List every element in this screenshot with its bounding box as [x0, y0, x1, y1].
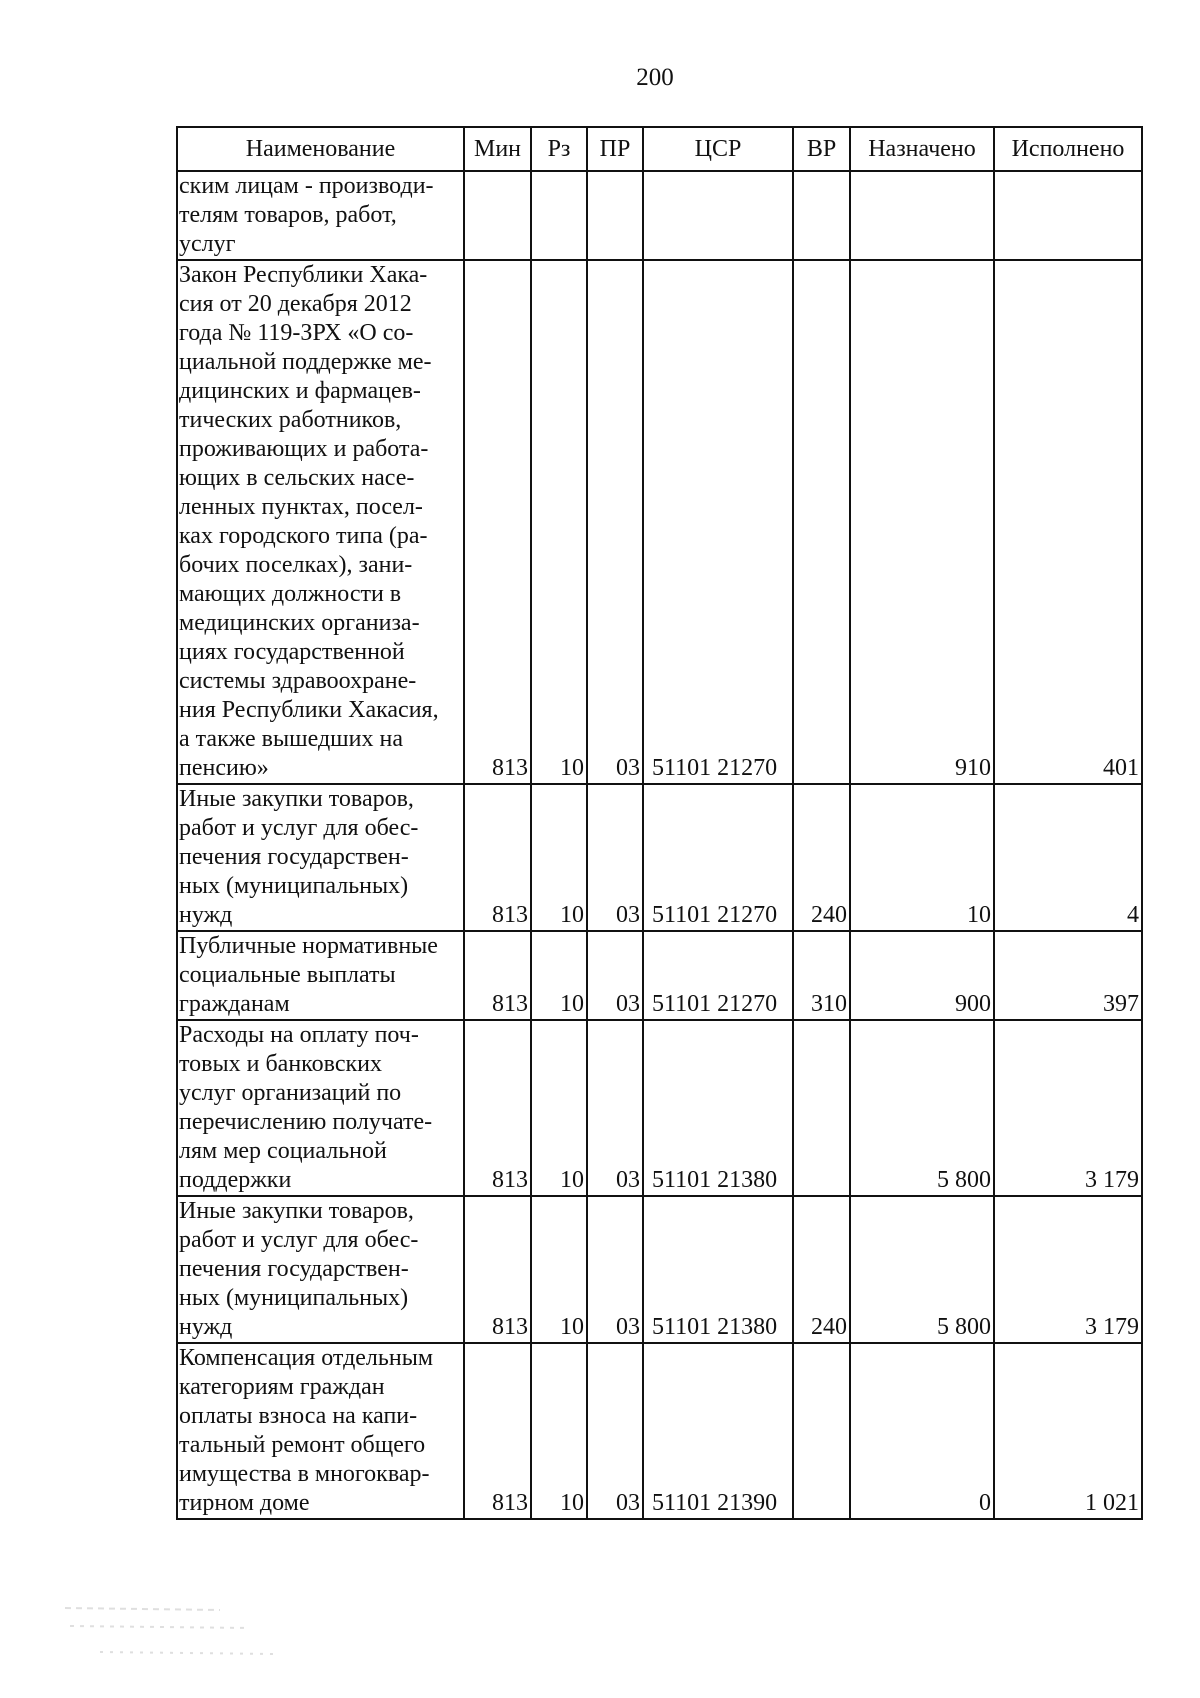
row-csr: 51101 21380: [643, 1196, 793, 1343]
table-row: [177, 171, 1142, 260]
header-min: Мин: [464, 127, 531, 171]
row-min: 813: [464, 931, 531, 1020]
header-pr: ПР: [587, 127, 643, 171]
table-row: [177, 931, 1142, 1020]
row-csr: 51101 21270: [643, 931, 793, 1020]
row-assigned: [850, 171, 994, 260]
row-pr: 03: [587, 931, 643, 1020]
row-assigned: 900: [850, 931, 994, 1020]
row-min: 813: [464, 260, 531, 784]
row-executed: 4: [994, 784, 1142, 931]
row-csr: 51101 21270: [643, 260, 793, 784]
row-vr: 240: [793, 1196, 850, 1343]
row-rz: 10: [531, 260, 587, 784]
row-vr: [793, 260, 850, 784]
row-assigned: 910: [850, 260, 994, 784]
row-csr: 51101 21270: [643, 784, 793, 931]
row-assigned: 5 800: [850, 1020, 994, 1196]
faded-stamp-mark: [60, 1600, 290, 1670]
row-executed: 3 179: [994, 1020, 1142, 1196]
table-row: [177, 1020, 1142, 1196]
row-executed: 1 021: [994, 1343, 1142, 1519]
row-csr: [643, 171, 793, 260]
header-rz: Рз: [531, 127, 587, 171]
table-row: [177, 784, 1142, 931]
row-executed: 401: [994, 260, 1142, 784]
row-min: 813: [464, 1020, 531, 1196]
header-vr: ВР: [793, 127, 850, 171]
header-assigned: Назначено: [850, 127, 994, 171]
row-csr: 51101 21380: [643, 1020, 793, 1196]
row-vr: 240: [793, 784, 850, 931]
table-row: [177, 1196, 1142, 1343]
row-name: Расходы на оплату поч- товых и банковских услуг организаций по перечислению получате- лям мер социальной поддержки: [177, 1020, 464, 1196]
row-assigned: 5 800: [850, 1196, 994, 1343]
row-pr: 03: [587, 1020, 643, 1196]
row-rz: 10: [531, 1196, 587, 1343]
row-min: [464, 171, 531, 260]
row-pr: 03: [587, 1343, 643, 1519]
row-csr: 51101 21390: [643, 1343, 793, 1519]
budget-table: [176, 126, 1143, 1520]
row-vr: [793, 1343, 850, 1519]
row-rz: 10: [531, 931, 587, 1020]
row-name: Иные закупки товаров, работ и услуг для обес- печения государствен- ных (муниципальных) нужд: [177, 1196, 464, 1343]
row-name: Закон Республики Хака- сия от 20 декабря 2012 года № 119-ЗРХ «О со- циальной поддержке ме- дицинских и фармацев- тических работников, проживающих и работа- ющих в сельских насе- ленных пунктах, посел- ках городского типа (ра- бочих поселках), зани- мающих должности в медицинских организа- циях государственной системы здравоохране- ния Республики Хакасия, а также вышедших на пенсию»: [177, 260, 464, 784]
header-name: Наименование: [177, 127, 464, 171]
header-csr: ЦСР: [643, 127, 793, 171]
row-executed: 3 179: [994, 1196, 1142, 1343]
row-executed: [994, 171, 1142, 260]
row-vr: [793, 171, 850, 260]
row-name: Иные закупки товаров, работ и услуг для обес- печения государствен- ных (муниципальных) нужд: [177, 784, 464, 931]
table-header-row: [177, 127, 1142, 171]
row-pr: 03: [587, 260, 643, 784]
row-vr: [793, 1020, 850, 1196]
row-pr: [587, 171, 643, 260]
row-name: Публичные нормативные социальные выплаты гражданам: [177, 931, 464, 1020]
row-min: 813: [464, 784, 531, 931]
row-min: 813: [464, 1196, 531, 1343]
row-name: ским лицам - производи- телям товаров, работ, услуг: [177, 171, 464, 260]
header-executed: Исполнено: [994, 127, 1142, 171]
row-rz: [531, 171, 587, 260]
row-pr: 03: [587, 1196, 643, 1343]
table-row: [177, 260, 1142, 784]
row-vr: 310: [793, 931, 850, 1020]
row-assigned: 0: [850, 1343, 994, 1519]
row-name: Компенсация отдельным категориям граждан оплаты взноса на капи- тальный ремонт общего имущества в многоквар- тирном доме: [177, 1343, 464, 1519]
row-executed: 397: [994, 931, 1142, 1020]
row-rz: 10: [531, 1343, 587, 1519]
page-number: 200: [636, 64, 674, 91]
row-rz: 10: [531, 1020, 587, 1196]
row-assigned: 10: [850, 784, 994, 931]
row-pr: 03: [587, 784, 643, 931]
row-min: 813: [464, 1343, 531, 1519]
table-row: [177, 1343, 1142, 1519]
row-rz: 10: [531, 784, 587, 931]
